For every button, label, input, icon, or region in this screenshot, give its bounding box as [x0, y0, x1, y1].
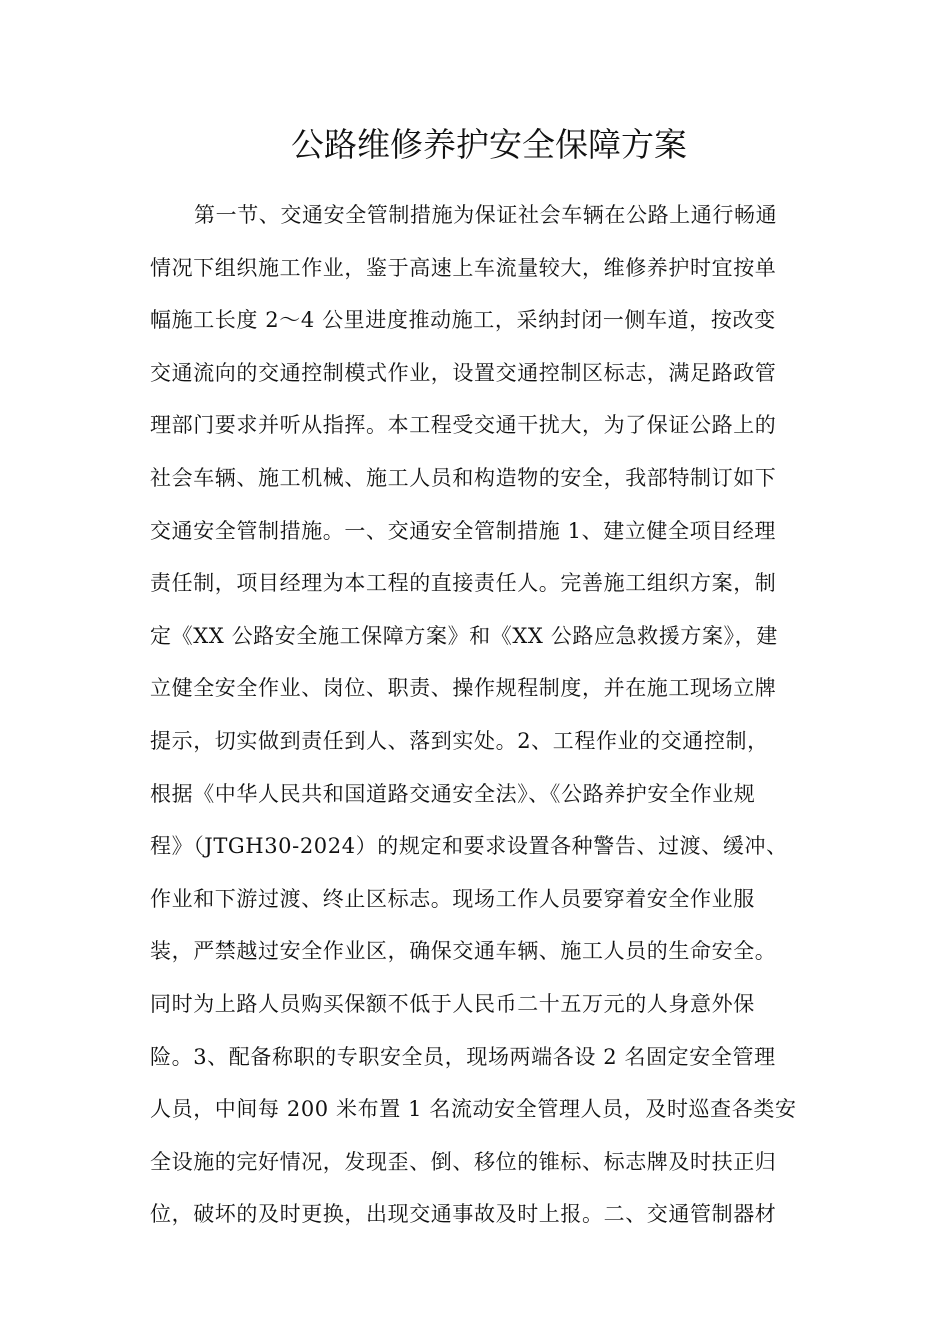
body-line: 同时为上路人员购买保额不低于人民币二十五万元的人身意外保 [150, 991, 755, 1016]
body-line: 定《XX 公路安全施工保障方案》和《XX 公路应急救援方案》，建 [150, 623, 778, 648]
body-line: 装，严禁越过安全作业区，确保交通车辆、施工人员的生命安全。 [150, 939, 777, 964]
body-line: 交通流向的交通控制模式作业，设置交通控制区标志，满足路政管 [150, 360, 777, 385]
body-line: 提示，切实做到责任到人、落到实处。2、工程作业的交通控制， [150, 728, 769, 753]
body-line: 情况下组织施工作业，鉴于高速上车流量较大，维修养护时宜按单 [150, 255, 777, 280]
body-line: 立健全安全作业、岗位、职责、操作规程制度，并在施工现场立牌 [150, 676, 777, 701]
body-line: 险。3、配备称职的专职安全员，现场两端各设 2 名固定安全管理 [150, 1044, 776, 1069]
body-line: 理部门要求并听从指挥。本工程受交通干扰大，为了保证公路上的 [150, 413, 777, 438]
document-title: 公路维修养护安全保障方案 [291, 125, 687, 164]
body-line: 幅施工长度 2～4 公里进度推动施工，采纳封闭一侧车道，按改变 [150, 308, 776, 333]
body-line: 交通安全管制措施。一、交通安全管制措施 1、建立健全项目经理 [150, 518, 777, 543]
body-line: 人员，中间每 200 米布置 1 名流动安全管理人员，及时巡查各类安 [150, 1097, 797, 1122]
document-body [150, 192, 810, 1244]
body-line: 责任制，项目经理为本工程的直接责任人。完善施工组织方案，制 [150, 571, 777, 596]
body-line: 全设施的完好情况，发现歪、倒、移位的锥标、标志牌及时扶正归 [150, 1149, 777, 1174]
body-line: 作业和下游过渡、终止区标志。现场工作人员要穿着安全作业服 [150, 886, 755, 911]
body-line: 第一节、交通安全管制措施为保证社会车辆在公路上通行畅通 [194, 203, 778, 227]
body-line: 根据《中华人民共和国道路交通安全法》、《公路养护安全作业规 [150, 781, 756, 806]
body-line: 程》（JTGH30-2024）的规定和要求设置各种警告、过渡、缓冲、 [150, 834, 788, 859]
body-line: 社会车辆、施工机械、施工人员和构造物的安全，我部特制订如下 [150, 465, 777, 490]
body-line: 位，破坏的及时更换，出现交通事故及时上报。二、交通管制器材 [150, 1202, 777, 1227]
